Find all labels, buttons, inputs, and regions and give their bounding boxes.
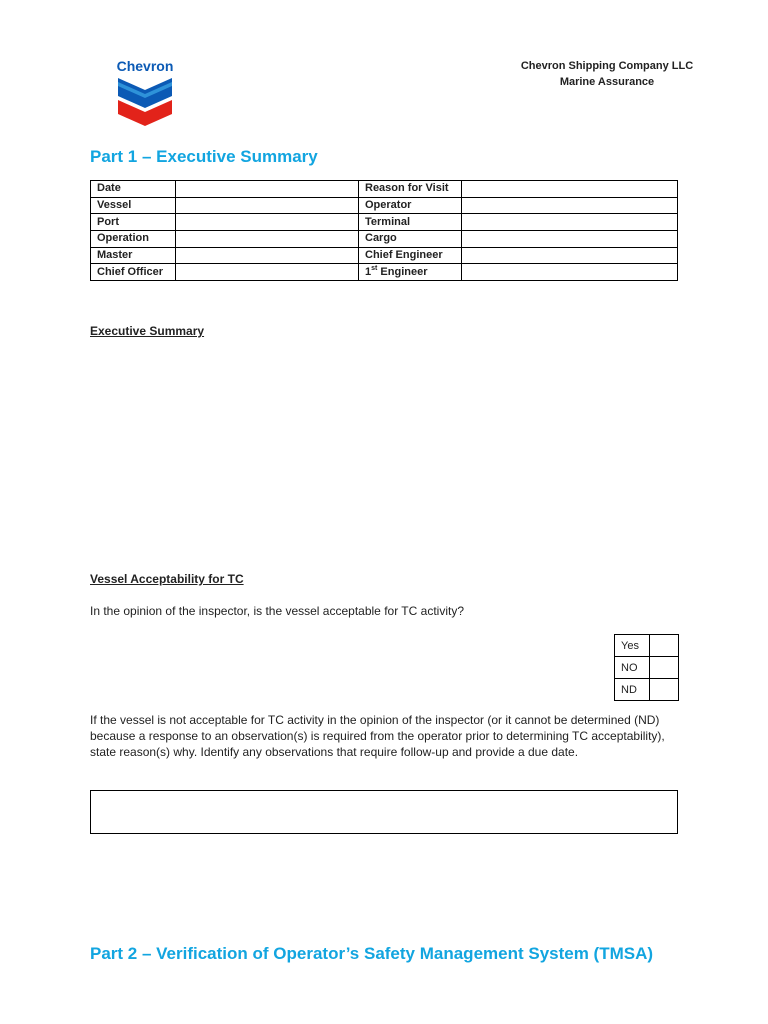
value-first-engineer[interactable] xyxy=(462,264,678,281)
value-master[interactable] xyxy=(176,247,359,264)
value-cargo[interactable] xyxy=(462,231,678,248)
part2-title: Part 2 – Verification of Operator’s Safety Management System (TMSA) xyxy=(90,944,654,963)
part1-title: Part 1 – Executive Summary xyxy=(90,147,318,166)
logo-wordmark: Chevron xyxy=(116,58,174,74)
answer-options-table xyxy=(614,634,679,701)
label-master: Master xyxy=(91,247,176,264)
value-chief-officer[interactable] xyxy=(176,264,359,281)
value-chief-engineer[interactable] xyxy=(462,247,678,264)
option-yes-checkbox[interactable] xyxy=(650,635,679,657)
company-header xyxy=(508,58,706,90)
executive-summary-heading: Executive Summary xyxy=(90,324,205,338)
first-engineer-text: Engineer xyxy=(380,265,428,278)
company-name: Chevron Shipping Company LLC xyxy=(520,60,694,72)
label-reason-for-visit: Reason for Visit xyxy=(359,181,462,198)
label-port: Port xyxy=(91,214,176,231)
summary-table xyxy=(90,180,678,281)
label-operator: Operator xyxy=(359,197,462,214)
label-chief-officer: Chief Officer xyxy=(91,264,176,281)
table-row xyxy=(91,264,678,281)
option-row xyxy=(615,635,679,657)
acceptability-question: In the opinion of the inspector, is the vessel acceptable for TC activity? xyxy=(90,604,464,618)
label-chief-engineer: Chief Engineer xyxy=(359,247,462,264)
label-terminal: Terminal xyxy=(359,214,462,231)
table-row xyxy=(91,214,678,231)
label-date: Date xyxy=(91,181,176,198)
option-yes-label: Yes xyxy=(615,635,650,657)
instructions-paragraph: If the vessel is not acceptable for TC activity in the opinion of the inspector (or it cannot be determined (ND) because a response to an observation(s) is required from the operator prior to determining TC acceptability), state reason(s) why. Identify any observations that require follow-up and provide a due date. xyxy=(90,713,665,759)
option-nd-label: ND xyxy=(615,679,650,701)
value-reason-for-visit[interactable] xyxy=(462,181,678,198)
option-row xyxy=(615,657,679,679)
option-no-label: NO xyxy=(615,657,650,679)
label-cargo: Cargo xyxy=(359,231,462,248)
reason-text-box[interactable] xyxy=(90,790,678,834)
table-row xyxy=(91,197,678,214)
table-row xyxy=(91,247,678,264)
value-operation[interactable] xyxy=(176,231,359,248)
acceptability-heading: Vessel Acceptability for TC xyxy=(90,572,244,586)
label-vessel: Vessel xyxy=(91,197,176,214)
value-vessel[interactable] xyxy=(176,197,359,214)
first-engineer-number: 1 xyxy=(365,265,372,278)
value-port[interactable] xyxy=(176,214,359,231)
table-row xyxy=(91,231,678,248)
first-engineer-suffix: st xyxy=(371,264,378,272)
option-no-checkbox[interactable] xyxy=(650,657,679,679)
chevron-logo xyxy=(112,58,178,126)
label-first-engineer xyxy=(359,264,462,281)
table-row xyxy=(91,181,678,198)
option-row xyxy=(615,679,679,701)
label-operation: Operation xyxy=(91,231,176,248)
value-terminal[interactable] xyxy=(462,214,678,231)
option-nd-checkbox[interactable] xyxy=(650,679,679,701)
department-name: Marine Assurance xyxy=(559,76,655,88)
value-date[interactable] xyxy=(176,181,359,198)
value-operator[interactable] xyxy=(462,197,678,214)
